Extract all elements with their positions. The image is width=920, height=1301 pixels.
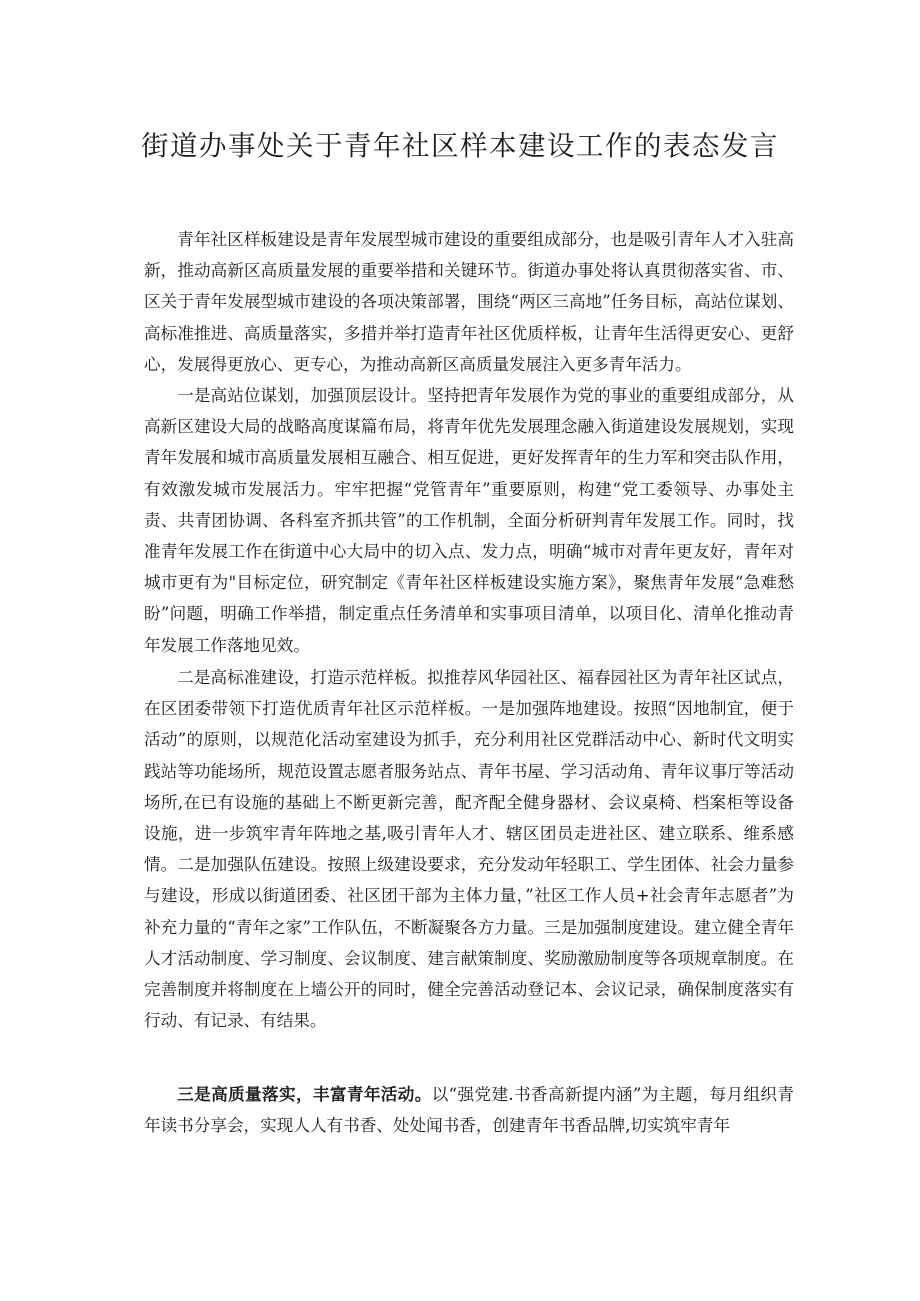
document-title: 街道办事处关于青年社区样本建设工作的表态发言 <box>141 130 779 162</box>
paragraph-section-two: 二是高标准建设，打造示范样板。拟推荐风华园社区、福春园社区为青年社区试点，在区团委带领下打造优质青年社区示范样板。一是加强阵地建设。按照“因地制宜，便于活动”的原则，以规范化活动室建设为抓手，充分利用社区党群活动中心、新时代文明实践站等功能场所，规范设置志愿者服务站点、青年书屋、学习活动角、青年议事厅等活动场所,在已有设施的基础上不断更新完善，配齐配全健身器材、会议桌椅、档案柜等设备设施，进一步筑牢青年阵地之基,吸引青年人才、辖区团员走进社区、建立联系、维系感情。二是加强队伍建设。按照上级建设要求，充分发动年轻职工、学生团体、社会力量参与建设，形成以街道团委、社区团干部为主体力量，”社区工作人员+社会青年志愿者”为补充力量的“青年之家”工作队伍，不断凝聚各方力量。三是加强制度建设。建立健全青年人才活动制度、学习制度、会议制度、建言献策制度、奖励激励制度等各项规章制度。在完善制度并将制度在上墙公开的同时，健全完善活动登记本、会议记录，确保制度落实有行动、有记录、有结果。 <box>144 668 794 1031</box>
paragraph-intro: 青年社区样板建设是青年发展型城市建设的重要组成部分，也是吸引青年人才入驻高新，推动高新区高质量发展的重要举措和关键环节。街道办事处将认真贯彻落实省、市、区关于青年发展型城市建设的各项决策部署，围绕“两区三高地”任务目标，高站位谋划、高标准推进、高质量落实，多措并举打造青年社区优质样板，让青年生活得更安心、更舒心，发展得更放心、更专心，为推动高新区高质量发展注入更多青年活力。 <box>144 230 794 374</box>
section-three-lead: 三是高质量落实，丰富青年活动。 <box>177 1084 432 1104</box>
paragraph-section-three <box>144 1079 794 1141</box>
paragraph-section-one: 一是高站位谋划，加强顶层设计。坚持把青年发展作为党的事业的重要组成部分，从高新区建设大局的战略高度谋篇布局，将青年优先发展理念融入街道建设发展规划，实现青年发展和城市高质量发展相互融合、相互促进，更好发挥青年的生力军和突击队作用，有效激发城市发展活力。牢牢把握“党管青年”重要原则，构建“党工委领导、办事处主责、共青团协调、各科室齐抓共管”的工作机制，全面分析研判青年发展工作。同时，找准青年发展工作在街道中心大局中的切入点、发力点，明确“城市对青年更友好，青年对城市更有为"目标定位，研究制定《青年社区样板建设实施方案》，聚焦青年发展“急难愁盼”问题，明确工作举措，制定重点任务清单和实事项目清单，以项目化、清单化推动青年发展工作落地见效。 <box>144 386 794 655</box>
section-three-text: 以“强党建.书香高新提内涵”为主题，每月组织青年读书分享会，实现人人有书香、处处闻书香，创建青年书香品牌,切实筑牢青年 <box>144 1085 794 1136</box>
